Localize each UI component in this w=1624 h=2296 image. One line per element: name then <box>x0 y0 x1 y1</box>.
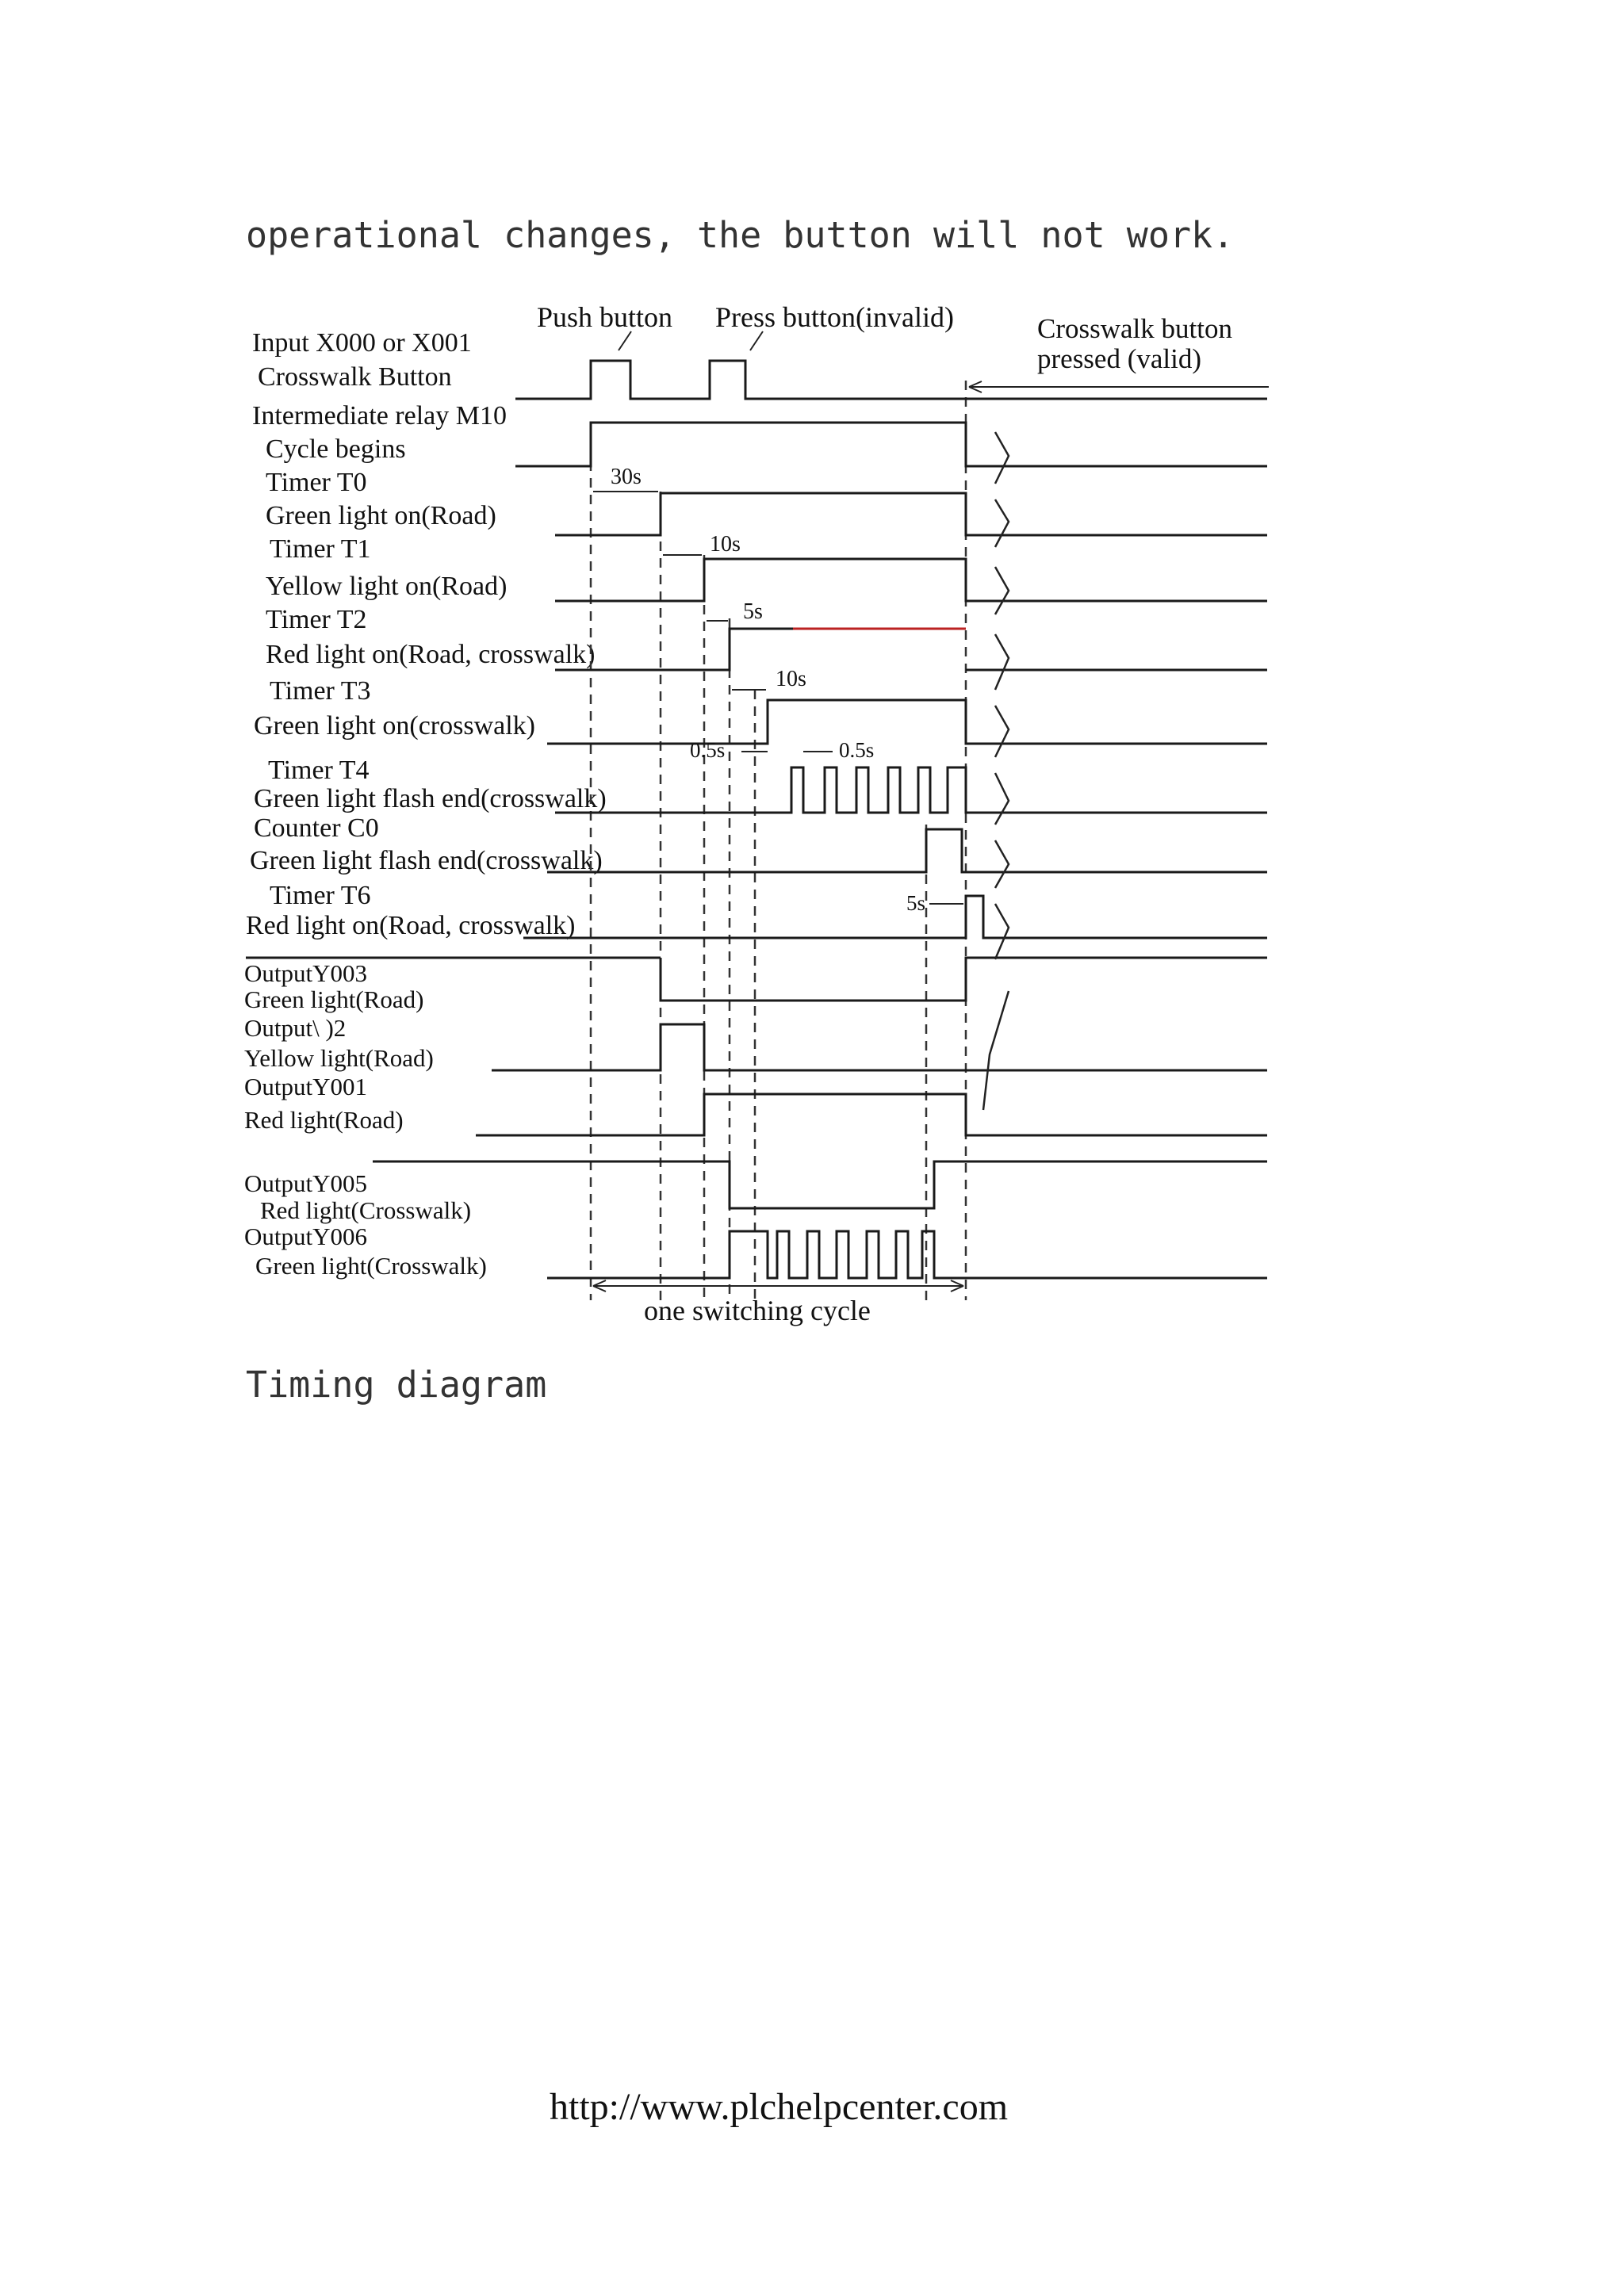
label-t0: Timer T0 <box>266 468 367 497</box>
intro-text: operational changes, the button will not work. <box>246 214 1235 256</box>
label-y006-line1: OutputY006 <box>244 1223 367 1250</box>
zig-relay <box>995 432 1009 484</box>
annotation-push-button: Push button <box>537 301 673 333</box>
dim-10s-b-label: 10s <box>776 667 806 691</box>
label-y001-line1: OutputY001 <box>244 1073 367 1100</box>
wave-t1 <box>555 559 1267 601</box>
press-invalid-pointer <box>750 331 763 350</box>
label-t1: Timer T1 <box>270 534 371 564</box>
label-relay: Intermediate relay M10 <box>252 401 507 430</box>
dim-05s-a-label: 0.5s <box>690 738 726 762</box>
zig-t6 <box>995 904 1009 959</box>
waveforms <box>246 361 1267 1278</box>
label-t6-desc: Red light on(Road, crosswalk) <box>246 911 576 940</box>
durations <box>593 465 963 915</box>
wave-y001 <box>476 1094 1267 1135</box>
dim-5s-b-label: 5s <box>906 891 926 915</box>
zig-t2 <box>995 634 1009 690</box>
label-t0-desc: Green light on(Road) <box>266 501 496 530</box>
dim-10s-a-label: 10s <box>710 532 741 557</box>
wave-t4 <box>555 767 1267 813</box>
annotation-crosswalk-valid-line1: Crosswalk button <box>1037 313 1232 344</box>
label-input-line1: Input X000 or X001 <box>252 328 472 358</box>
wave-t2 <box>555 629 966 670</box>
label-input-line2: Crosswalk Button <box>258 362 452 392</box>
dim-5s-a-label: 5s <box>743 599 763 624</box>
label-c0-desc: Green light flash end(crosswalk) <box>250 846 603 875</box>
wave-y006 <box>547 1231 1267 1278</box>
wave-y005 <box>373 1161 1267 1208</box>
label-cycle-begins: Cycle begins <box>266 434 406 464</box>
label-t2-desc: Red light on(Road, crosswalk) <box>266 640 596 669</box>
label-y002-line2: Yellow light(Road) <box>244 1044 434 1072</box>
push-button-pointer <box>619 331 631 350</box>
label-y003-line2: Green light(Road) <box>244 985 424 1013</box>
label-t2: Timer T2 <box>266 605 367 634</box>
wave-t0 <box>555 493 1267 535</box>
wave-relay-m10 <box>515 423 1267 466</box>
reset-arrows <box>983 432 1009 1110</box>
label-t3-desc: Green light on(crosswalk) <box>254 711 536 740</box>
label-y001-line2: Red light(Road) <box>244 1106 404 1134</box>
zig-t4 <box>995 773 1009 825</box>
label-y003-line1: OutputY003 <box>244 959 367 987</box>
zig-t3 <box>995 706 1009 757</box>
wave-t3 <box>547 700 1267 744</box>
annotation-press-invalid: Press button(invalid) <box>715 301 954 333</box>
label-y002-line1: Output\ )2 <box>244 1014 347 1042</box>
dim-30s-label: 30s <box>611 465 642 489</box>
wave-y002 <box>492 1024 1267 1070</box>
figure-caption: Timing diagram <box>246 1364 547 1406</box>
label-t4: Timer T4 <box>268 756 370 785</box>
footer-link[interactable]: http://www.plchelpcenter.com <box>550 2086 1009 2128</box>
zig-outputs <box>983 991 1009 1110</box>
wave-t6 <box>523 896 1267 938</box>
annotation-crosswalk-valid-line2: pressed (valid) <box>1037 343 1202 374</box>
label-c0: Counter C0 <box>254 813 379 843</box>
label-y006-line2: Green light(Crosswalk) <box>255 1252 487 1280</box>
dim-05s-b-label: 0.5s <box>839 738 875 762</box>
cycle-label: one switching cycle <box>644 1295 871 1326</box>
label-y005-line2: Red light(Crosswalk) <box>260 1196 472 1224</box>
zig-c0 <box>995 840 1009 888</box>
zig-t0 <box>995 499 1009 547</box>
label-t4-desc: Green light flash end(crosswalk) <box>254 784 607 813</box>
wave-c0 <box>547 829 1267 872</box>
label-t1-desc: Yellow light on(Road) <box>266 572 508 601</box>
label-y005-line1: OutputY005 <box>244 1169 367 1197</box>
label-t3: Timer T3 <box>270 676 371 706</box>
signal-labels <box>244 328 607 1280</box>
label-t6: Timer T6 <box>270 881 371 910</box>
zig-t1 <box>995 567 1009 614</box>
